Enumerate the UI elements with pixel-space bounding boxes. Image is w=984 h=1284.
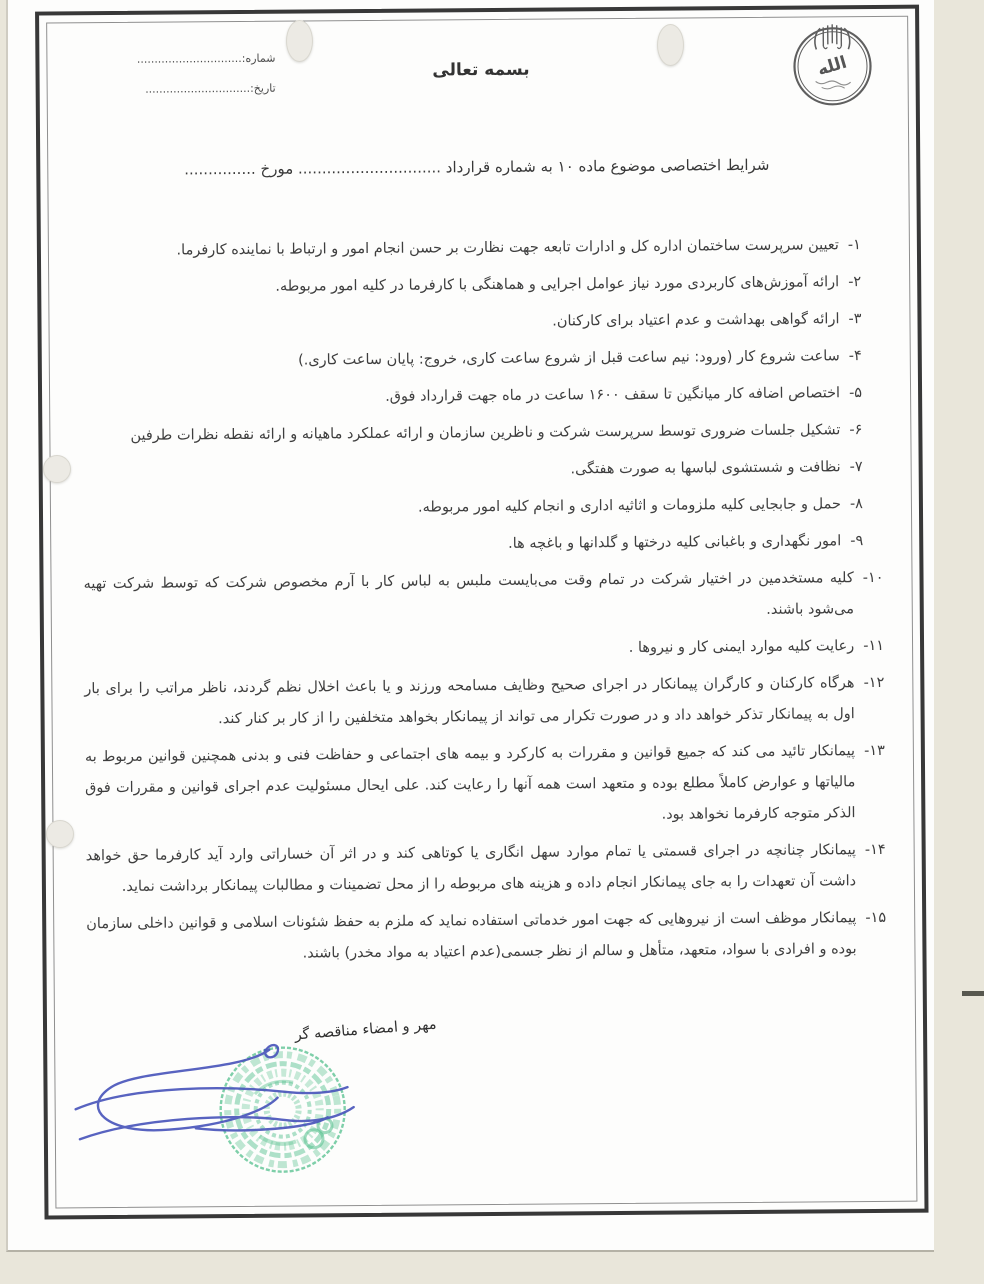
punch-hole — [46, 820, 74, 848]
item-number: ۸- — [850, 489, 863, 520]
list-item — [82, 378, 882, 415]
date-dotted-line: .............................. — [145, 82, 250, 96]
item-number: ۱۳- — [864, 736, 886, 829]
list-item — [82, 415, 882, 452]
item-text: امور نگهداری و باغبانی کلیه درختها و گلدانها و باغچه ها. — [83, 526, 841, 563]
item-number: ۱- — [848, 230, 861, 261]
list-item — [84, 668, 884, 736]
list-item — [83, 452, 883, 489]
number-dotted-line: .............................. — [137, 52, 242, 66]
list-item — [85, 736, 886, 835]
item-number: ۲- — [848, 267, 861, 298]
list-item — [83, 563, 883, 631]
item-text: حمل و جابجایی کلیه ملزومات و اثاثیه اداری و انجام کلیه امور مربوطه. — [83, 489, 841, 526]
item-number: ۱۵- — [865, 903, 886, 965]
punch-hole — [657, 24, 684, 66]
item-text: نظافت و شستشوی لباسها به صورت هفتگی. — [83, 452, 841, 489]
item-text: هرگاه کارکنان و کارگران پیمانکار در اجرای صحیح وظایف مسامحه ورزند و یا باعث اخلال نظم گردند، ناظر مراتب را برای بار اول به پیمانکار تذکر خواهد داد و در صورت تکرار می تواند از پیمانکار بخواهد متخلفین را از کار بر کنار کند. — [84, 668, 855, 736]
number-label: شماره: — [242, 52, 276, 65]
document-title: شرایط اختصاصی موضوع ماده ۱۰ به شماره قرارداد .............................. مورخ ............... — [154, 156, 799, 179]
handwritten-signature — [69, 1037, 370, 1167]
item-number: ۳- — [848, 304, 861, 335]
signature-caption: مهر و امضاء مناقصه گر — [283, 1016, 449, 1045]
scan-edge-artifact — [962, 991, 984, 996]
item-text: ارائه آموزش‌های کاربردی مورد نیاز عوامل اجرایی و هماهنگی با کارفرما در کلیه امور مربوطه. — [81, 267, 839, 304]
date-label: تاریخ: — [250, 82, 276, 95]
number-field — [117, 52, 275, 66]
punch-hole — [286, 20, 313, 62]
item-text: ارائه گواهی بهداشت و عدم اعتیاد برای کارکنان. — [81, 304, 839, 341]
item-number: ۷- — [850, 452, 863, 483]
terms-list — [81, 230, 887, 977]
allah-calligraphy-text: الله — [815, 53, 849, 81]
list-item — [86, 903, 886, 971]
item-text: تشکیل جلسات ضروری توسط سرپرست شرکت و ناظرین سازمان و ارائه عملکرد ماهیانه و ارائه نقطه نظرات طرفین — [82, 415, 840, 452]
date-field — [106, 82, 276, 96]
organization-emblem — [785, 15, 880, 112]
item-text: تعیین سرپرست ساختمان اداره کل و ادارات تابعه جهت نظارت بر حسن انجام امور و ارتباط با نماینده کارفرما. — [81, 230, 839, 267]
item-text: ساعت شروع کار (ورود: نیم ساعت قبل از شروع ساعت کاری، خروج: پایان ساعت کاری.) — [82, 341, 840, 378]
item-number: ۱۰- — [863, 563, 884, 625]
list-item — [81, 267, 881, 304]
item-number: ۱۲- — [863, 668, 884, 730]
punch-hole — [43, 455, 71, 483]
item-text: رعایت کلیه موارد ایمنی کار و نیروها . — [84, 631, 854, 668]
list-item — [82, 341, 882, 378]
item-number: ۴- — [849, 341, 862, 372]
item-number: ۵- — [849, 378, 862, 409]
item-text: پیمانکار تائید می کند که جمیع قوانین و مقررات به کارکرد و بیمه های اجتماعی و حفاظت فنی و بدنی همچنین قوانین مربوط به مالیاتها و عوارض کاملاً مطلع بوده و متعهد است همه آنها را رعایت کند. علی ایحال مسئولیت عدم اجرای قوانین و مقررات فوق الذکر متوجه کارفرما نخواهد بود. — [85, 736, 856, 835]
item-text: پیمانکار چنانچه در اجرای قسمتی یا تمام موارد سهل انگاری یا کوتاهی کند و در اثر آن خساراتی وارد آید کارفرما حق خواهد داشت آن تعهدات را به جای پیمانکار انجام داده و هزینه های مربوطه را از محل تضمینات و مطالبات پیمانکار برداشت نماید. — [86, 835, 857, 903]
list-item — [83, 526, 883, 563]
list-item — [83, 489, 883, 526]
list-item — [84, 631, 884, 668]
item-number: ۱۴- — [865, 835, 886, 897]
item-number: ۹- — [850, 526, 863, 557]
item-number: ۶- — [849, 415, 862, 446]
list-item — [81, 230, 881, 267]
besmellah-heading: بسمه تعالی — [393, 59, 568, 80]
item-number: ۱۱- — [863, 631, 884, 662]
list-item — [86, 835, 886, 903]
list-item — [81, 304, 881, 341]
item-text: کلیه مستخدمین در اختیار شرکت در تمام وقت می‌بایست ملبس به لباس کار با آرم مخصوص شرکت که توسط شرکت تهیه می‌شود باشند. — [83, 563, 854, 631]
item-text: پیمانکار موظف است از نیروهایی که جهت امور خدماتی استفاده نماید که ملزم به حفظ شئونات اسلامی و قوانین داخلی سازمان بوده و افرادی با سواد، متعهد، متأهل و سالم از نظر جسمی(عدم اعتیاد به مواد مخدر) باشند. — [86, 903, 857, 971]
item-text: اختصاص اضافه کار میانگین تا سقف ۱۶۰۰ ساعت در ماه جهت قرارداد فوق. — [82, 378, 840, 415]
